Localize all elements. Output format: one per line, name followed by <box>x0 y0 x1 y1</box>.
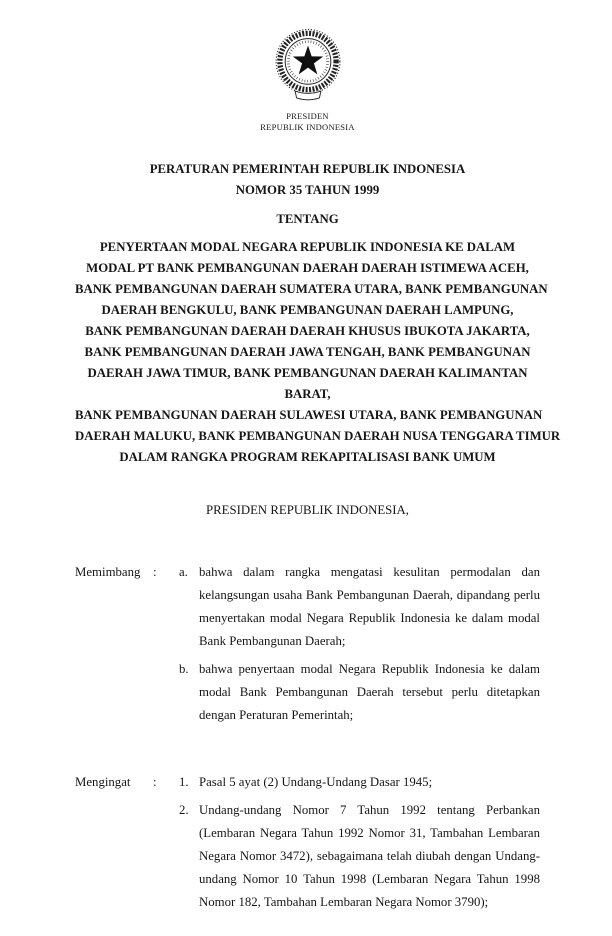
subject-line: BANK PEMBANGUNAN DAERAH JAWA TENGAH, BANK PEMBANGUNAN <box>84 345 531 359</box>
item-marker: a. <box>179 565 188 579</box>
subject-line: DALAM RANGKA PROGRAM REKAPITALISASI BANK UMUM <box>119 450 496 464</box>
regulation-title: PERATURAN PEMERINTAH REPUBLIK INDONESIA <box>149 162 466 176</box>
tentang-label: TENTANG <box>276 212 339 226</box>
item-marker: 1. <box>179 775 189 789</box>
letterhead-presiden: PRESIDEN <box>286 111 329 121</box>
subject-line: MODAL PT BANK PEMBANGUNAN DAERAH DAERAH ISTIMEWA ACEH, <box>86 261 529 275</box>
item-text: bahwa penyertaan modal Negara Republik Indonesia ke dalam modal Bank Pembangunan Daerah tersebut perlu ditetapkan dengan Peraturan Pemerintah; <box>199 662 540 722</box>
item-marker: b. <box>179 662 189 676</box>
presidential-seal-icon <box>270 28 346 104</box>
letterhead <box>75 28 540 133</box>
subject-line: BANK PEMBANGUNAN DAERAH SUMATERA UTARA, BANK PEMBANGUNAN <box>75 282 548 296</box>
subject-line: PENYERTAAN MODAL NEGARA REPUBLIK INDONESIA KE DALAM <box>99 240 516 254</box>
subject-line: DAERAH BENGKULU, BANK PEMBANGUNAN DAERAH LAMPUNG, <box>101 303 514 317</box>
memimbang-section <box>75 561 540 727</box>
mengingat-label: Mengingat <box>75 775 131 789</box>
item-text: bahwa dalam rangka mengatasi kesulitan permodalan dan kelangsungan usaha Bank Pembangunan Daerah, dipandang perlu menyertakan modal Negara Republik Indonesia ke dalam modal Bank Pembangunan Daerah; <box>199 565 540 648</box>
mengingat-item-1 <box>179 771 540 794</box>
mengingat-section <box>75 771 540 914</box>
mengingat-colon: : <box>153 775 157 789</box>
memimbang-item-a <box>179 561 540 653</box>
mengingat-items <box>179 771 540 914</box>
memimbang-colon: : <box>153 565 157 579</box>
mengingat-item-2 <box>179 799 540 914</box>
item-marker: 2. <box>179 803 189 817</box>
memimbang-item-b <box>179 658 540 727</box>
subject-line: DAERAH JAWA TIMUR, BANK PEMBANGUNAN DAERAH KALIMANTAN <box>87 366 528 380</box>
regulation-subject <box>75 237 561 468</box>
item-text: Pasal 5 ayat (2) Undang-Undang Dasar 1945; <box>199 775 433 789</box>
memimbang-items <box>179 561 540 727</box>
subject-line: BANK PEMBANGUNAN DAERAH SULAWESI UTARA, BANK PEMBANGUNAN <box>75 408 543 422</box>
document-heading <box>75 159 561 521</box>
letterhead-caption <box>75 111 540 133</box>
subject-line: DAERAH MALUKU, BANK PEMBANGUNAN DAERAH NUSA TENGGARA TIMUR <box>75 429 561 443</box>
opening-line: PRESIDEN REPUBLIK INDONESIA, <box>206 503 409 517</box>
item-text: Undang-undang Nomor 7 Tahun 1992 tentang Perbankan (Lembaran Negara Tahun 1992 Nomor 31, Tambahan Lembaran Negara Nomor 3472), sebagaimana telah diubah dengan Undang-undang Nomor 10 Tahun 1998 (Lembaran Negara Tahun 1998 Nomor 182, Tambahan Lembaran Negara Nomor 3790); <box>199 803 540 909</box>
letterhead-republik-indonesia: REPUBLIK INDONESIA <box>260 122 355 132</box>
regulation-number: NOMOR 35 TAHUN 1999 <box>235 183 380 197</box>
subject-line: BARAT, <box>284 387 331 401</box>
subject-line: BANK PEMBANGUNAN DAERAH DAERAH KHUSUS IBUKOTA JAKARTA, <box>85 324 530 338</box>
memimbang-label: Memimbang <box>75 565 141 579</box>
